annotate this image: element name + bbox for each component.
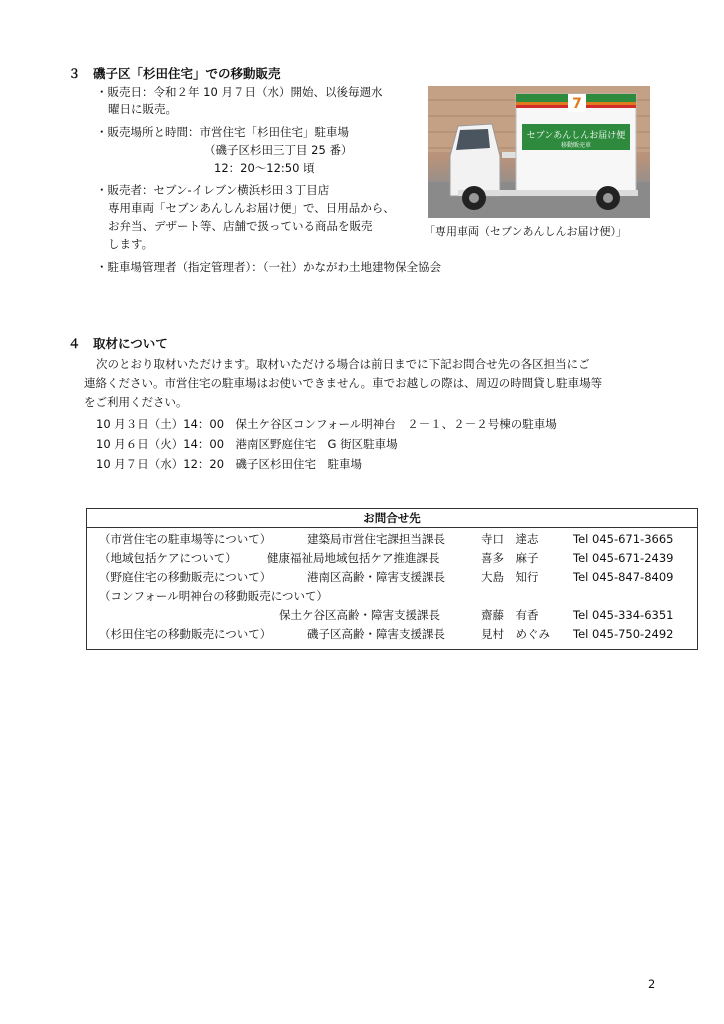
section4-heading: ４ 取材について [68, 336, 168, 351]
contact-dept: 健康福祉局地域包括ケア推進課長 [267, 551, 440, 565]
contact-name: 見村 めぐみ [481, 627, 550, 641]
photo-caption: 「専用車両（セブンあんしんお届け便）」 [424, 225, 628, 238]
contact-topic: （市営住宅の駐車場等について） [99, 532, 272, 546]
seller-desc-line-2: お弁当、デザート等、店舗で扱っている商品を販売 [108, 219, 373, 233]
page-number: 2 [648, 977, 656, 991]
section3-heading: ３ 磯子区「杉田住宅」での移動販売 [68, 66, 281, 81]
truck-subsign-text: 移動販売車 [560, 142, 592, 149]
schedule-item: 10 月６日（火）14：00 港南区野庭住宅 G 街区駐車場 [96, 437, 398, 451]
sale-time-line: 12：20～12:50 頃 [214, 161, 315, 175]
schedule-item: 10 月３日（土）14：00 保土ケ谷区コンフォール明神台 ２－１、２－２号棟の駐車場 [96, 417, 557, 431]
contact-tel: Tel 045-671-2439 [573, 551, 674, 565]
sale-date-line-2: 曜日に販売。 [108, 102, 177, 116]
truck-photo [428, 86, 650, 218]
contact-topic: （地域包括ケアについて） [99, 551, 237, 565]
contact-dept: 保土ケ谷区高齢・障害支援課長 [279, 608, 440, 622]
schedule-item: 10 月７日（水）12：20 磯子区杉田住宅 駐車場 [96, 457, 363, 471]
sale-date-line: ・販売日：令和２年 10 月７日（水）開始、以後毎週水 [96, 85, 383, 99]
contact-dept: 建築局市営住宅課担当課長 [307, 532, 445, 546]
section4-paragraph-line-2: 連絡ください。市営住宅の駐車場はお使いできません。車でお越しの際は、周辺の時間貸し駐車場等 [84, 376, 603, 390]
seller-line: ・販売者：セブン‐イレブン横浜杉田３丁目店 [96, 183, 330, 197]
contacts-title: お問合せ先 [87, 509, 697, 528]
sale-address-line: （磯子区杉田三丁目 25 番） [204, 143, 353, 157]
sale-place-line: ・販売場所と時間：市営住宅「杉田住宅」駐車場 [96, 125, 349, 139]
contact-topic: （野庭住宅の移動販売について） [99, 570, 272, 584]
contacts-box [86, 508, 698, 650]
manager-line: ・駐車場管理者（指定管理者）：（一社）かながわ土地建物保全協会 [96, 260, 441, 274]
seller-desc-line-3: します。 [108, 237, 154, 251]
contact-dept: 磯子区高齢・障害支援課長 [307, 627, 445, 641]
section4-paragraph-line-1: 次のとおり取材いただけます。取材いただける場合は前日までに下記お問合せ先の各区担当にご [96, 357, 590, 371]
section4-paragraph-line-3: をご利用ください。 [84, 395, 188, 409]
seven-logo-icon: 7 [572, 96, 582, 112]
truck-sign-text: セブンあんしんお届け便 [526, 131, 626, 141]
contact-tel: Tel 045-671-3665 [573, 532, 674, 546]
contact-topic: （コンフォール明神台の移動販売について） [99, 589, 328, 603]
contact-tel: Tel 045-750-2492 [573, 627, 674, 641]
contact-name: 大島 知行 [481, 570, 539, 584]
contact-name: 喜多 麻子 [481, 551, 539, 565]
truck-illustration [428, 86, 650, 218]
contact-name: 齋藤 有香 [481, 608, 539, 622]
contact-topic: （杉田住宅の移動販売について） [99, 627, 272, 641]
contact-tel: Tel 045-847-8409 [573, 570, 674, 584]
seller-desc-line-1: 専用車両「セブンあんしんお届け便」で、日用品から、 [108, 201, 395, 215]
contact-tel: Tel 045-334-6351 [573, 608, 674, 622]
contact-dept: 港南区高齢・障害支援課長 [307, 570, 445, 584]
contact-name: 寺口 達志 [481, 532, 539, 546]
